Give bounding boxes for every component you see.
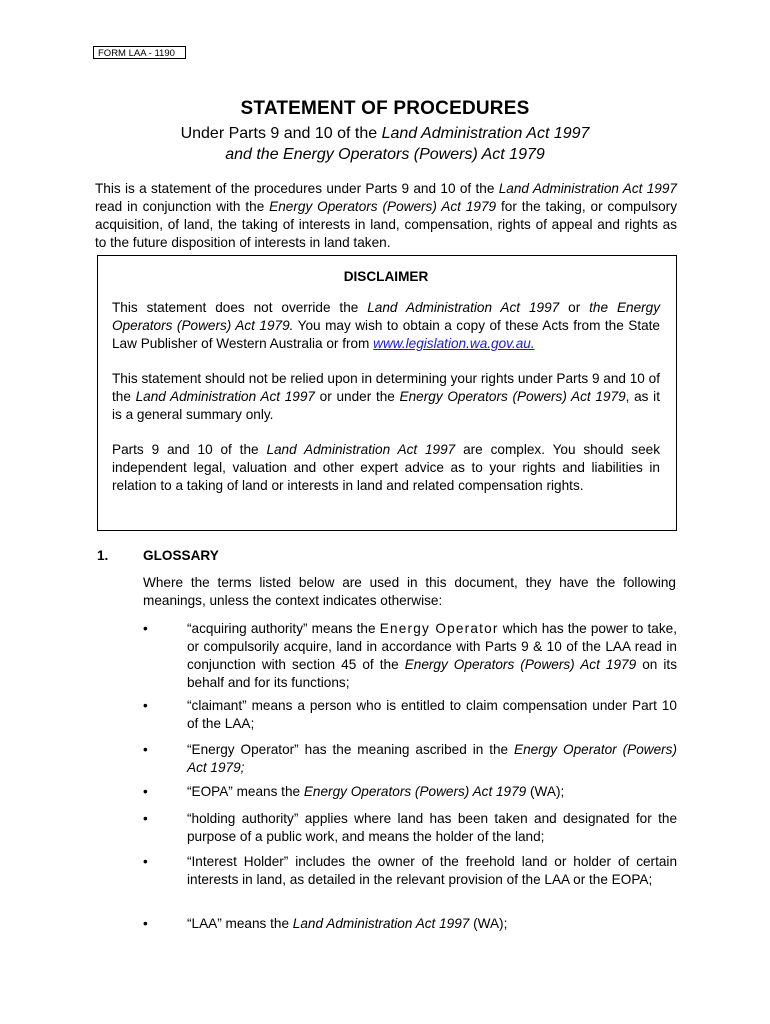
g4-text-1: “EOPA” means the <box>187 784 304 799</box>
intro-paragraph <box>95 180 677 252</box>
subtitle <box>0 123 770 165</box>
disclaimer-paragraph-3 <box>112 441 660 495</box>
g1-act: Energy Operators (Powers) Act 1979 <box>404 657 637 672</box>
d2-act-2: Energy Operators (Powers) Act 1979 <box>399 389 626 404</box>
glossary-item-holding-authority <box>143 810 677 846</box>
glossary-text <box>187 620 677 692</box>
d2-text-1: This statement should not be relied upon in determining your rights under Parts 9 and 10 of the <box>112 371 660 404</box>
subtitle-pre: Under Parts 9 and 10 of the <box>180 125 382 142</box>
d3-act-1: Land Administration Act 1997 <box>266 442 456 457</box>
g3-act: Energy Operator (Powers) Act 1979; <box>187 742 677 775</box>
subtitle-act1: Land Administration Act 1997 <box>381 125 590 142</box>
d1-text-1: This statement does not override the <box>112 300 368 315</box>
g1-text-1: “acquiring authority” means the <box>187 621 380 636</box>
glossary-item-laa <box>143 915 677 933</box>
g5-text-1: “holding authority” applies where land has been taken and designated for the purpose of a public work, and means the holder of the land; <box>187 811 677 844</box>
disclaimer-paragraph-2 <box>112 370 660 424</box>
bullet: • <box>143 811 148 826</box>
d1-act-2: the Energy Operators (Powers) Act 1979. <box>112 300 661 333</box>
glossary-item-claimant <box>143 697 677 733</box>
d1-text-2: or <box>559 300 590 315</box>
section-number: 1. <box>97 548 109 563</box>
disclaimer-heading: DISCLAIMER <box>343 269 429 284</box>
section-intro: Where the terms listed below are used in this document, they have the following meanings, unless the context indicates otherwise: <box>143 575 676 608</box>
bullet: • <box>143 621 148 636</box>
bullet: • <box>143 698 148 713</box>
g7-text-2: (WA); <box>469 916 508 931</box>
glossary-text <box>187 915 677 933</box>
legislation-link[interactable]: www.legislation.wa.gov.au. <box>373 336 535 351</box>
g4-text-2: (WA); <box>526 784 565 799</box>
d1-act-1: Land Administration Act 1997 <box>367 300 560 315</box>
g1-energy-operator: Energy Operator <box>379 621 499 636</box>
bullet: • <box>143 854 148 869</box>
d2-text-3: , as it is a general summary only. <box>112 389 660 422</box>
intro-act-1: Land Administration Act 1997 <box>498 181 677 196</box>
d2-act-1: Land Administration Act 1997 <box>135 389 315 404</box>
glossary-item-eopa <box>143 783 677 801</box>
intro-text-2: read in conjunction with the <box>95 199 270 214</box>
g3-text-1: “Energy Operator” has the meaning ascribed in the <box>187 742 515 757</box>
section-title: GLOSSARY <box>143 548 219 563</box>
subtitle-and: and the <box>225 146 284 163</box>
bullet: • <box>143 784 148 799</box>
glossary-text <box>187 697 677 733</box>
g2-text-1: “claimant” means a person who is entitled to claim compensation under Part 10 of the LAA; <box>187 698 677 731</box>
disclaimer-box <box>97 255 677 531</box>
g1-text-3: on its behalf and for its functions; <box>187 657 677 690</box>
page-title: STATEMENT OF PROCEDURES <box>240 98 530 119</box>
intro-text-3: for the taking, or compulsory acquisition, of land, the taking of interests in land, compensation, rights of appeal and rights as to the future disposition of interests in land taken. <box>95 199 678 250</box>
bullet: • <box>143 742 148 757</box>
intro-act-2: Energy Operators (Powers) Act 1979 <box>269 199 497 214</box>
g1-text-2: which has the power to take, or compulsorily acquire, land in accordance with Parts 9 & 10 of the LAA read in conjunction with section 45 of the <box>187 621 677 672</box>
glossary-item-acquiring-authority <box>143 620 677 692</box>
g4-act: Energy Operators (Powers) Act 1979 <box>303 784 527 799</box>
subtitle-act2: Energy Operators (Powers) Act 1979 <box>283 146 545 163</box>
g7-act: Land Administration Act 1997 <box>292 916 470 931</box>
d1-text-3: You may wish to obtain a copy of these Acts from the State Law Publisher of Western Australia or from <box>112 318 660 351</box>
glossary-text <box>187 741 677 777</box>
glossary-item-energy-operator <box>143 741 677 777</box>
glossary-text <box>187 810 677 846</box>
g6-text-1: “Interest Holder” includes the owner of the freehold land or holder of certain interests in land, as detailed in the relevant provision of the LAA or the EOPA; <box>187 854 677 887</box>
glossary-item-interest-holder <box>143 853 677 889</box>
glossary-text <box>187 783 677 801</box>
glossary-text <box>187 853 677 889</box>
d2-text-2: or under the <box>314 389 400 404</box>
disclaimer-paragraph-1 <box>112 299 660 353</box>
bullet: • <box>143 916 148 931</box>
d3-text-1: Parts 9 and 10 of the <box>112 442 267 457</box>
intro-text-1: This is a statement of the procedures under Parts 9 and 10 of the <box>95 181 499 196</box>
form-number: FORM LAA - 1190 <box>93 46 186 59</box>
d3-text-2: are complex. You should seek independent legal, valuation and other expert advice as to your rights and liabilities in relation to a taking of land or interests in land and related compensation rights. <box>112 442 660 493</box>
g7-text-1: “LAA” means the <box>187 916 293 931</box>
